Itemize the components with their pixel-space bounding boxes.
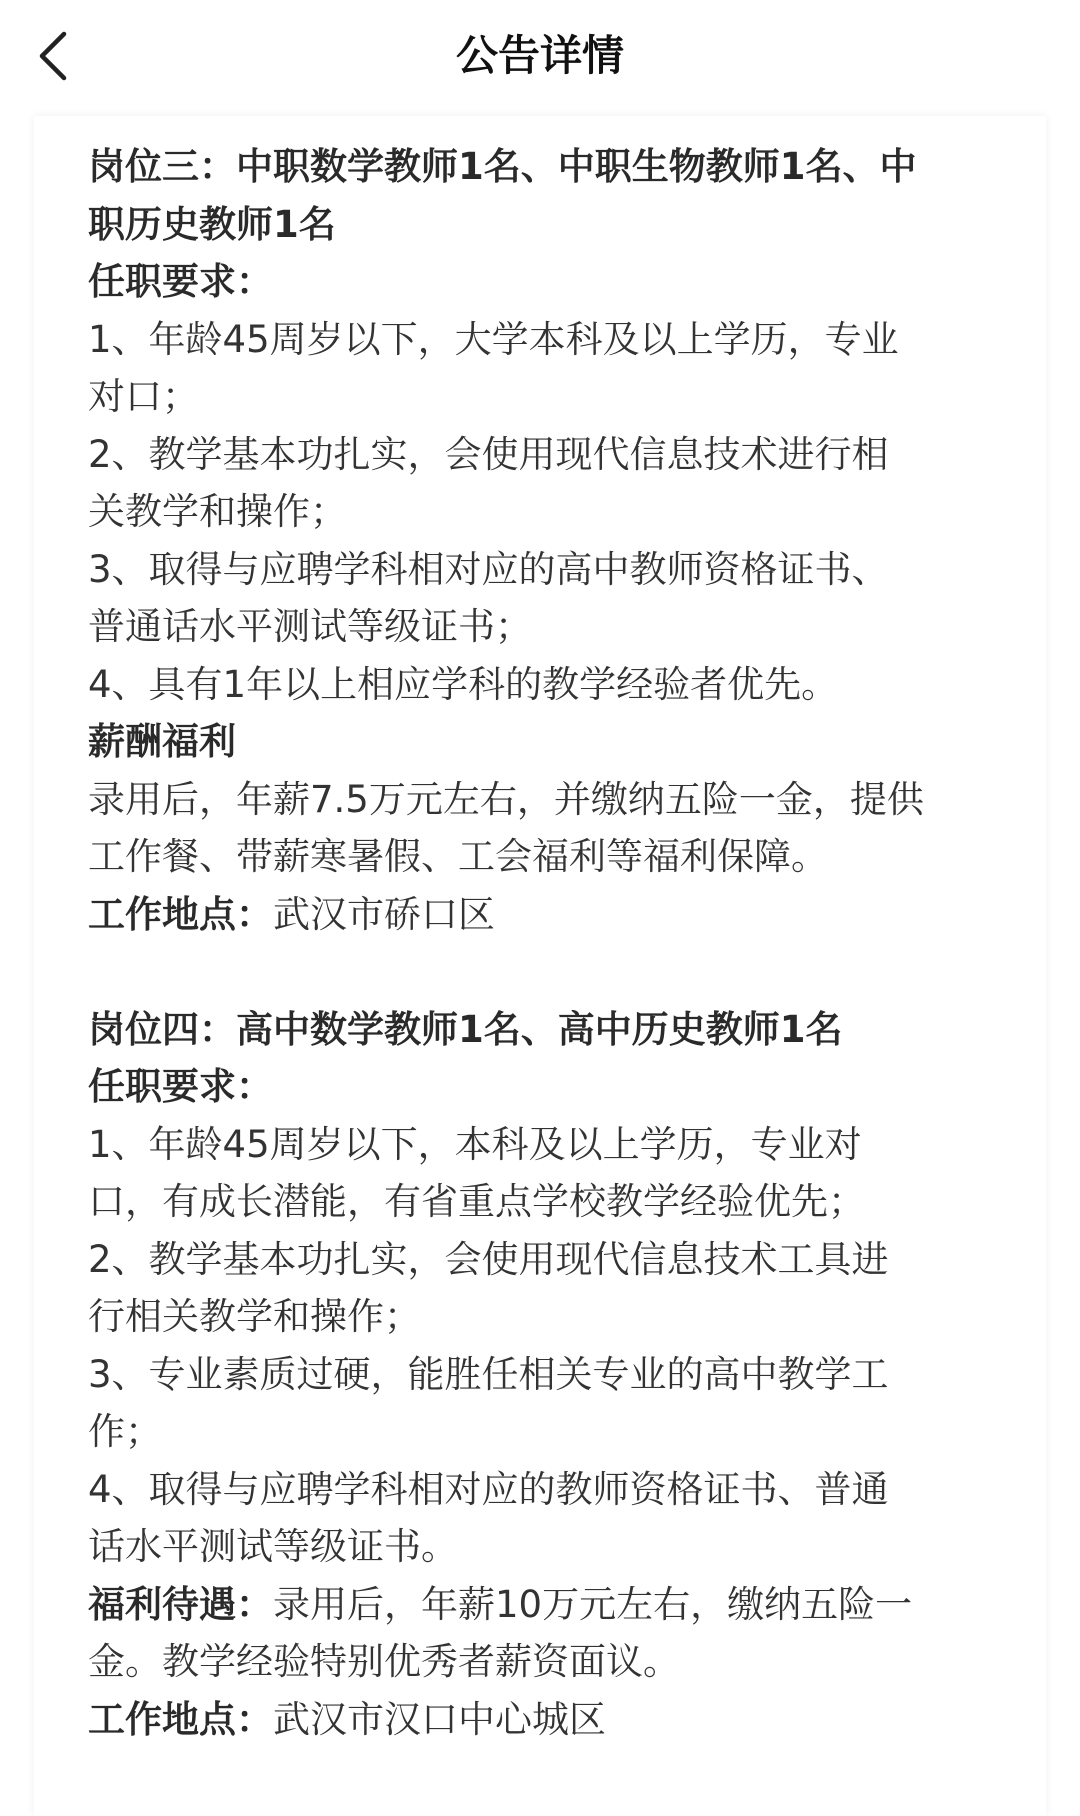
- post4-location-value: 武汉市汉口中心城区: [273, 1697, 606, 1741]
- post3-salary-line: 工作餐、带薪寒暑假、工会福利等福利保障。: [88, 835, 828, 878]
- post3-title-line-2: 职历史教师1名: [88, 202, 336, 246]
- post3-salary-line: 录用后，年薪7.5万元左右，并缴纳五险一金，提供: [88, 777, 924, 821]
- post3-title-line-1: 岗位三：中职数学教师1名、中职生物教师1名、中: [88, 145, 917, 188]
- post3-location-value: 武汉市硚口区: [273, 892, 495, 936]
- post4-requirement-line: 4、取得与应聘学科相对应的教师资格证书、普通: [88, 1467, 889, 1511]
- post4-welfare-text: 录用后，年薪10万元左右，缴纳五险一: [273, 1582, 913, 1626]
- post3-salary-label: 薪酬福利: [88, 720, 236, 763]
- post4-welfare-continued: 金。教学经验特别优秀者薪资面议。: [88, 1640, 680, 1683]
- post4-requirement-line: 1、年龄45周岁以下，本科及以上学历，专业对: [88, 1122, 862, 1166]
- announcement-content: [88, 138, 1008, 1748]
- post3-requirement-line: 4、具有1年以上相应学科的教学经验者优先。: [88, 662, 839, 706]
- post4-requirement-line: 话水平测试等级证书。: [88, 1525, 458, 1568]
- section-spacer: [88, 943, 1008, 1001]
- post4-requirement-line: 3、专业素质过硬，能胜任相关专业的高中教学工: [88, 1352, 889, 1396]
- post4-requirement-line: 行相关教学和操作；: [88, 1295, 421, 1338]
- post4-requirement-line: 2、教学基本功扎实，会使用现代信息技术工具进: [88, 1237, 889, 1281]
- post3-location-label: 工作地点：: [88, 892, 273, 936]
- top-navigation-bar: [0, 0, 1080, 116]
- post4-welfare: [88, 1576, 1008, 1634]
- post4-requirement-line: 口，有成长潜能，有省重点学校教学经验优先；: [88, 1180, 865, 1223]
- post3-requirements-label: 任职要求：: [88, 260, 273, 303]
- post4-location-label: 工作地点：: [88, 1697, 273, 1741]
- post3-requirement-line: 2、教学基本功扎实，会使用现代信息技术进行相: [88, 432, 889, 476]
- post4-title: 岗位四：高中数学教师1名、高中历史教师1名: [88, 1007, 843, 1051]
- post3-requirement-line: 3、取得与应聘学科相对应的高中教师资格证书、: [88, 547, 889, 591]
- post4-requirements-label: 任职要求：: [88, 1065, 273, 1108]
- post4-welfare-label: 福利待遇：: [88, 1582, 273, 1626]
- post3-location: [88, 886, 1008, 944]
- post3-requirement-line: 关教学和操作；: [88, 490, 347, 533]
- post3-requirement-line: 对口；: [88, 375, 199, 418]
- post3-requirement-line: 1、年龄45周岁以下，大学本科及以上学历，专业: [88, 317, 899, 361]
- page-title: 公告详情: [455, 31, 624, 80]
- post4-requirement-line: 作；: [88, 1410, 162, 1453]
- post4-location: [88, 1691, 1008, 1749]
- post3-requirement-line: 普通话水平测试等级证书；: [88, 605, 532, 648]
